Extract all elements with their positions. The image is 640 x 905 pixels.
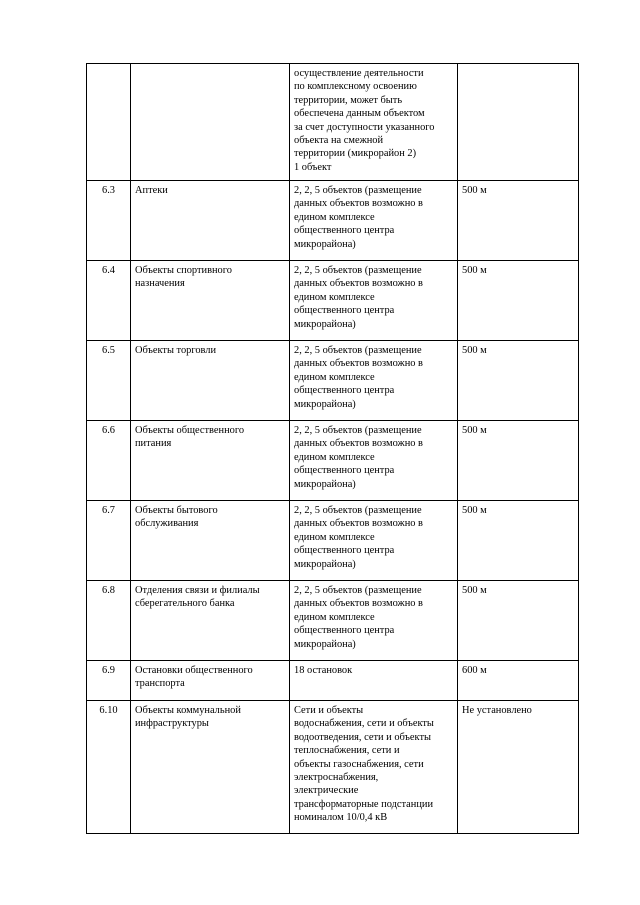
accessibility-radius: [458, 64, 579, 181]
row-number: 6.4: [87, 261, 131, 341]
accessibility-radius: 600 м: [458, 661, 579, 701]
accessibility-radius: Не установлено: [458, 701, 579, 834]
facility-capacity: 18 остановок: [290, 661, 458, 701]
row-number: 6.6: [87, 421, 131, 501]
accessibility-radius: 500 м: [458, 261, 579, 341]
row-number: 6.8: [87, 581, 131, 661]
facility-capacity: 2, 2, 5 объектов (размещение данных объектов возможно в едином комплексе общественного центра микрорайона): [290, 421, 458, 501]
accessibility-radius: 500 м: [458, 181, 579, 261]
facility-capacity: 2, 2, 5 объектов (размещение данных объектов возможно в едином комплексе общественного центра микрорайона): [290, 181, 458, 261]
row-number: 6.3: [87, 181, 131, 261]
facility-name: Аптеки: [131, 181, 290, 261]
table-row: [87, 261, 579, 341]
table-row: [87, 181, 579, 261]
facility-capacity: 2, 2, 5 объектов (размещение данных объектов возможно в едином комплексе общественного центра микрорайона): [290, 501, 458, 581]
table-row: [87, 661, 579, 701]
accessibility-radius: 500 м: [458, 421, 579, 501]
table-row: [87, 64, 579, 181]
row-number: 6.5: [87, 341, 131, 421]
table-row: [87, 701, 579, 834]
facility-name: [131, 64, 290, 181]
table-row: [87, 341, 579, 421]
table-row: [87, 421, 579, 501]
accessibility-radius: 500 м: [458, 581, 579, 661]
facility-capacity: осуществление деятельности по комплексному освоению территории, может быть обеспечена данным объектом за счет доступности указанного объекта на смежной территории (микрорайон 2) 1 объект: [290, 64, 458, 181]
facility-name: Объекты торговли: [131, 341, 290, 421]
table-row: [87, 581, 579, 661]
facility-name: Объекты спортивного назначения: [131, 261, 290, 341]
accessibility-radius: 500 м: [458, 501, 579, 581]
facility-name: Объекты бытового обслуживания: [131, 501, 290, 581]
facility-name: Объекты коммунальной инфраструктуры: [131, 701, 290, 834]
facility-capacity: Сети и объекты водоснабжения, сети и объекты водоотведения, сети и объекты теплоснабжения, сети и объекты газоснабжения, сети электроснабжения, электрические трансформаторные подстанции номиналом 10/0,4 кВ: [290, 701, 458, 834]
row-number: 6.7: [87, 501, 131, 581]
row-number: 6.10: [87, 701, 131, 834]
accessibility-radius: 500 м: [458, 341, 579, 421]
facility-name: Остановки общественного транспорта: [131, 661, 290, 701]
row-number: [87, 64, 131, 181]
facilities-table: [86, 63, 579, 834]
row-number: 6.9: [87, 661, 131, 701]
facility-capacity: 2, 2, 5 объектов (размещение данных объектов возможно в едином комплексе общественного центра микрорайона): [290, 261, 458, 341]
facility-capacity: 2, 2, 5 объектов (размещение данных объектов возможно в едином комплексе общественного центра микрорайона): [290, 581, 458, 661]
facility-name: Объекты общественного питания: [131, 421, 290, 501]
facility-name: Отделения связи и филиалы сберегательного банка: [131, 581, 290, 661]
facility-capacity: 2, 2, 5 объектов (размещение данных объектов возможно в едином комплексе общественного центра микрорайона): [290, 341, 458, 421]
table-row: [87, 501, 579, 581]
